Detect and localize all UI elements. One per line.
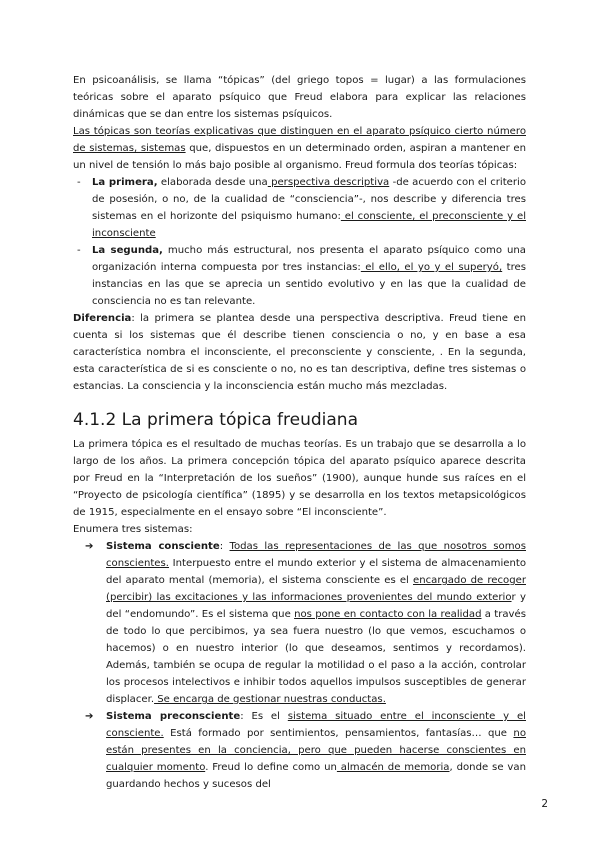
preconsciente-label: Sistema preconsciente bbox=[106, 711, 241, 722]
consciente-label: Sistema consciente bbox=[106, 541, 220, 552]
page-number: 2 bbox=[541, 798, 548, 810]
preconsciente-text-4: , donde se van guardando hechos y sucesos del bbox=[106, 762, 526, 790]
segunda-text-1: mucho más estructural, nos presenta el aparato psíquico como una organización interna compuesta por tres instancias: bbox=[92, 245, 526, 273]
preconsciente-underlined-3: almacén de memoria bbox=[336, 762, 450, 773]
consciente-underlined-4: Se encarga de gestionar nuestras conductas. bbox=[154, 694, 386, 705]
primera-text-1: elaborada desde una bbox=[157, 177, 268, 188]
topicas-definition-paragraph bbox=[73, 123, 526, 174]
page-content bbox=[73, 72, 526, 793]
preconsciente-text-2: Está formado por sentimientos, pensamientos, fantasías… que bbox=[163, 728, 514, 739]
primera-underlined-2: el consciente, el preconsciente y el inconsciente bbox=[92, 211, 526, 239]
sistemas-list bbox=[73, 538, 526, 793]
topicas-list bbox=[73, 174, 526, 310]
intro-paragraph bbox=[73, 72, 526, 123]
consciente-text-2: r y del “endomundo”. Es el sistema que bbox=[106, 592, 526, 620]
list-item-primera-topica bbox=[73, 174, 526, 242]
consciente-underlined-1: Todas las representaciones de las que nosotros somos conscientes. bbox=[106, 541, 526, 569]
consciente-underlined-2: encargado de recoger (percibir) las excitaciones y las informaciones provenientes del mundo exterio bbox=[106, 575, 526, 603]
primera-underlined-1: perspectiva descriptiva bbox=[267, 177, 390, 188]
enumera-line: Enumera tres sistemas: bbox=[73, 524, 193, 535]
segunda-text-2: tres instancias en las que se aprecia un sentido evolutivo y en las que la cualidad de consciencia no es tan relevante. bbox=[92, 262, 526, 307]
intro-text: En psicoanálisis, se llama “tópicas” (del griego topos = lugar) a las formulaciones teóricas sobre el aparato psíquico que Freud elabora para explicar las relaciones dinámicas que se dan entre los sistemas psíquicos. bbox=[73, 75, 526, 120]
consciente-colon: : bbox=[219, 541, 230, 552]
diferencia-label: Diferencia bbox=[73, 313, 132, 324]
consciente-text-3: a través de todo lo que percibimos, ya sea fuera nuestro (lo que vemos, escuchamos o hacemos) o en nuestro interior (lo que deseamos, sentimos y recordamos). Además, también se ocupa de regular la motilidad o el paso a la acción, controlar los procesos intelectivos e inhibir todos aquellos impulsos susceptibles de generar displacer. bbox=[106, 609, 526, 705]
list-item-sistema-preconsciente bbox=[73, 708, 526, 793]
diferencia-paragraph bbox=[73, 310, 526, 395]
topicas-definition-text: que, dispuestos en un determinado orden, aspiran a mantener en un nivel de tensión lo más bajo posible al organismo. Freud formula dos teorías tópicas: bbox=[73, 143, 526, 171]
section-paragraph: La primera tópica es el resultado de muchas teorías. Es un trabajo que se desarrolla a lo largo de los años. La primera concepción tópica del aparato psíquico aparece descrita por Freud en la “Interpretación de los sueños” (1900), aunque hunde sus raíces en el “Proyecto de psicología científica” (1895) y se desarrolla en los textos metapsicológicos de 1915, especialmente en el ensayo sobre “El inconsciente”. bbox=[73, 439, 526, 518]
diferencia-text: : la primera se plantea desde una perspectiva descriptiva. Freud tiene en cuenta si los sistemas que él describe tienen consciencia o no, y en base a esa característica nombra el inconsciente, el preconsciente y consciente, . En la segunda, esta característica de si es consciente o no, no es tan descriptiva, define tres sistemas o estancias. La consciencia y la inconsciencia están mucho más mezcladas. bbox=[73, 313, 526, 392]
list-item-sistema-consciente bbox=[73, 538, 526, 708]
segunda-underlined-1: el ello, el yo y el superyó, bbox=[360, 262, 503, 273]
arrow-icon: ➔ bbox=[85, 711, 94, 722]
consciente-text-1: Interpuesto entre el mundo exterior y el sistema de almacenamiento del aparato mental (memoria), el sistema consciente es el bbox=[106, 558, 526, 586]
primera-text-2: -de acuerdo con el criterio de posesión, o no, de la cualidad de “consciencia”-, nos describe y diferencia tres sistemas en el horizonte del psiquismo humano: bbox=[92, 177, 526, 222]
primera-label: La primera, bbox=[92, 177, 158, 188]
preconsciente-underlined-2: no están presentes en la conciencia, pero que pueden hacerse conscientes en cualquier momento bbox=[106, 728, 526, 773]
arrow-icon: ➔ bbox=[85, 541, 94, 552]
segunda-label: La segunda, bbox=[92, 245, 163, 256]
preconsciente-underlined-1: sistema situado entre el inconsciente y el consciente. bbox=[106, 711, 526, 739]
section-heading: 4.1.2 La primera tópica freudiana bbox=[73, 410, 358, 430]
consciente-underlined-3: nos pone en contacto con la realidad bbox=[294, 609, 482, 620]
preconsciente-text-3: . Freud lo define como un bbox=[205, 762, 337, 773]
preconsciente-text-1: : Es el bbox=[240, 711, 288, 722]
list-item-segunda-topica bbox=[73, 242, 526, 310]
topicas-definition-underlined: Las tópicas son teorías explicativas que distinguen en el aparato psíquico cierto número de sistemas, sistemas bbox=[73, 126, 526, 154]
